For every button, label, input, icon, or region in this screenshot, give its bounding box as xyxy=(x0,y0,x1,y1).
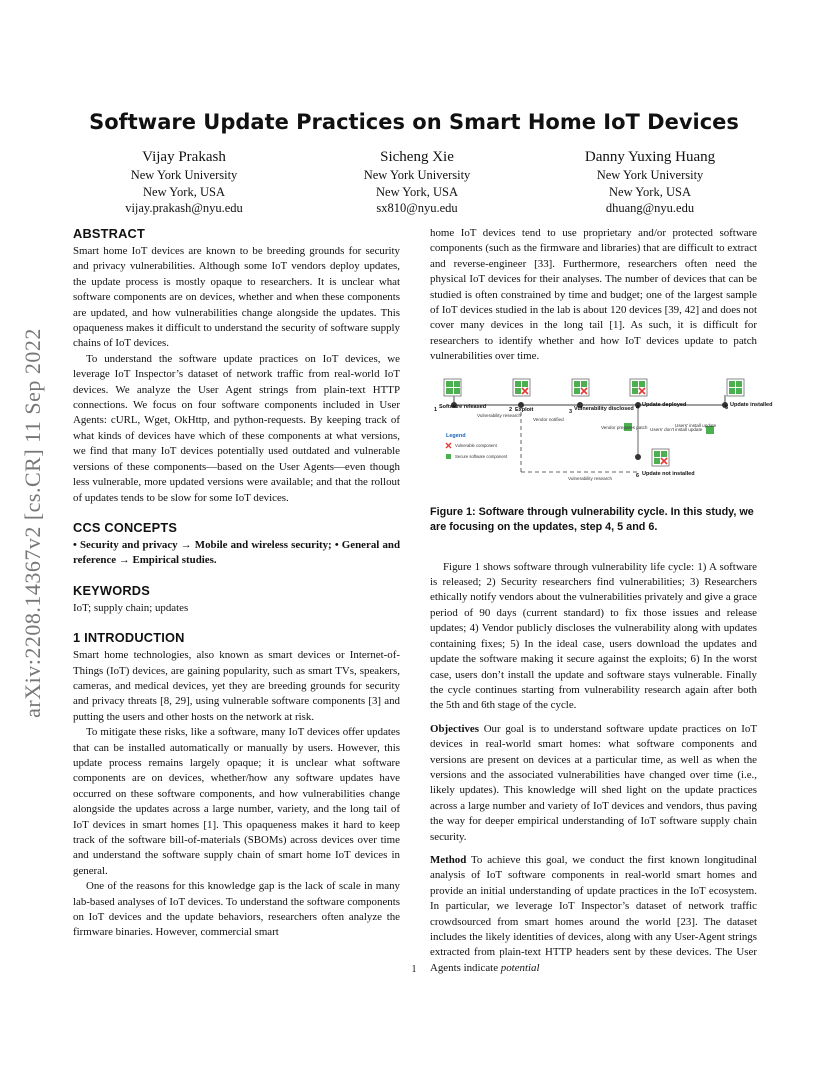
method-paragraph xyxy=(430,853,757,976)
keywords-text: IoT; supply chain; updates xyxy=(73,601,189,614)
author-name: Vijay Prakash xyxy=(142,149,226,165)
author-name: Sicheng Xie xyxy=(380,149,454,165)
abstract-heading: ABSTRACT xyxy=(73,226,145,241)
step-2-label: Exploit xyxy=(515,406,534,413)
software-released-icon xyxy=(444,379,461,396)
step-1-label: Software released xyxy=(439,403,487,410)
legend-check-icon xyxy=(446,454,451,459)
abstract-paragraph-2: To understand the software update practices on IoT devices, we leverage IoT Inspector’s dataset of network traffic from real-world IoT devices. We analyze the User Agent strings from plain-text HTTP connections. We focus on four software components included in User Agents: cURL, Wget, OkHttp, and python-requests. By keeping track of what kinds of devices have which of these components at what versions, we find that many IoT devices potentially used outdated and vulnerable versions of these components—based on the User Agents—even though less vulnerable, more updated versions were available; and that the rollout of updates tends to be slow for some IoT devices. xyxy=(73,352,400,504)
step-4-label: Update deployed xyxy=(642,401,687,408)
right-column xyxy=(430,226,773,976)
author-2 xyxy=(307,148,527,217)
exploit-icon xyxy=(513,379,530,396)
legend-vulnerable: Vulnerable component xyxy=(455,442,497,448)
introduction-heading: 1 INTRODUCTION xyxy=(73,630,185,646)
vendor-notified-label: Vendor notified xyxy=(533,416,564,422)
author-1 xyxy=(74,148,294,217)
update-deployed-icon xyxy=(630,379,647,396)
step-1-number: 1 xyxy=(434,406,438,413)
step-4-number: 4 xyxy=(636,404,640,411)
step-3-number: 3 xyxy=(569,408,573,415)
step-6-label: Update not installed xyxy=(642,470,695,477)
continued-paragraph: home IoT devices tend to use proprietary and/or protected software components (such as the firmware and libraries) that are difficult to extract and reverse-engineer [33]. Furthermore, researchers often need the physical IoT devices for their analyses. The number of devices that can be studied is often constrained by time and budget; one of the largest sample of IoT devices studied in the lab is about 120 devices [39, 42] and does not cover many devices in the long tail [1]. As such, it is difficult for researchers to identify whether and how IoT devices update to patch vulnerabilities over time. xyxy=(430,227,757,363)
objectives-text: Our goal is to understand software update practices on IoT devices in real-world smart homes: what software components and versions are present on devices at a particular time, as well as when the versions and the associated vulnerabilities have changed over time (i.e., likely updates). This knowledge will shed light on the update practices across a large number and variety of IoT devices and vendors, thus paving the way for deeper empirical understanding of IoT software supply chain security. xyxy=(430,722,757,843)
ccs-heading: CCS CONCEPTS xyxy=(73,519,178,535)
author-affiliation: New York University xyxy=(130,168,238,182)
intro-paragraph-2: To mitigate these risks, like a software, many IoT devices offer updates that can be installed automatically or manually by users. However, this update process remains largely opaque; it is unclear what software components are on devices, whether/how any software updates have occurred on these software components, and how vulnerabilities change alongside the updates across a large number, variety, and the long tail of IoT devices in smart homes [1]. This opaqueness makes it hard to keep track of the software bill-of-materials (SBOMs) across devices over time and understand the software supply chain of smart home IoT devices in general. xyxy=(73,726,400,877)
author-email[interactable]: vijay.prakash@nyu.edu xyxy=(125,201,243,215)
legend-title: Legend xyxy=(446,432,466,439)
intro-paragraph-3: One of the reasons for this knowledge gap is the lack of scale in many lab-based analyses of IoT devices. To understand the software components on IoT devices and the update behaviors, researchers often analyze the firmware binaries. However, commercial smart xyxy=(73,880,400,939)
author-affiliation: New York University xyxy=(596,168,704,182)
step-6-number: 6 xyxy=(636,472,640,479)
author-email[interactable]: dhuang@nyu.edu xyxy=(605,201,695,215)
vulnerability-research-label: Vulnerability research xyxy=(477,412,522,418)
intro-paragraph-1: Smart home technologies, also known as smart devices or Internet-of-Things (IoT) devices, are gaining popularity, such as smart TVs, speakers, cameras, and medical devices, yet they are breeding grounds for security and privacy threats [8, 29], using vulnerable software components [3] and putting the users and other hosts on the network at risk. xyxy=(73,649,400,723)
method-text: To achieve this goal, we conduct the first known longitudinal analysis of IoT software components in real-world smart homes and provide an initial understanding of update practices in the IoT ecosystem. In particular, we leverage IoT Inspector’s dataset of network traffic crowdsourced from smart homes around the world [23]. The dataset includes the likely identities of devices, along with any User-Agent strings extracted from plain-text HTTP headers sent by these devices. The User Agents indicate xyxy=(430,853,757,974)
figure-description-paragraph: Figure 1 shows software through vulnerability life cycle: 1) A software is released; 2) Security researchers find vulnerabilities; 3) Researchers ethically notify vendors about the vulnerabilities privately and give a grace period of 90 days (current standard) to fix those issues and release updates; 4) Vendor publicly discloses the vulnerability along with updates containing fixes; 5) In the ideal case, users download the updates and update the software making it secure against the exploits; 6) In the worst case, users don’t install the update and software stays vulnerable. Finally the cycle continues starting from vulnerability research again after both the 5th and 6th stage of the cycle. xyxy=(430,560,757,712)
page-number: 1 xyxy=(411,964,417,975)
users-install-label: Users' install update xyxy=(675,422,717,428)
legend-cross-icon xyxy=(446,443,451,448)
author-3 xyxy=(540,148,760,217)
arxiv-id: arXiv:2208.14367v2 [cs.CR] 11 Sep 2022 xyxy=(20,328,45,718)
users-dont-install-label: Users' don't install update xyxy=(650,426,703,432)
author-location: New York, USA xyxy=(609,184,691,199)
keywords-heading: KEYWORDS xyxy=(73,582,150,598)
method-lead: Method xyxy=(430,853,467,866)
figure-1-diagram xyxy=(430,377,773,497)
vendor-prepares-label: Vendor prepares patch xyxy=(601,424,648,430)
objectives-lead: Objectives xyxy=(430,722,479,735)
objectives-paragraph xyxy=(430,722,757,845)
update-not-installed-icon xyxy=(652,449,669,466)
author-location: New York, USA xyxy=(376,184,458,199)
step-5-number: 5 xyxy=(725,404,729,411)
method-italic: potential xyxy=(500,961,540,974)
author-affiliation: New York University xyxy=(363,168,471,182)
step-2-number: 2 xyxy=(509,406,513,413)
author-name: Danny Yuxing Huang xyxy=(584,149,716,165)
step-3-label: Vulnerability disclosed xyxy=(574,405,634,412)
vulnerability-research-label-2: Vulnerability research xyxy=(568,475,613,481)
arxiv-sidebar-stamp xyxy=(18,288,48,758)
abstract-paragraph-1: Smart home IoT devices are known to be breeding grounds for security and privacy vulnerabilities. Although some IoT vendors deploy updates, the update process is mostly opaque to researchers. It is unclear what software components are on devices, whether and when these components are updated, and how vulnerabilities change alongside the updates. This opaqueness makes it difficult to understand the security of software supply chains of IoT devices. xyxy=(73,245,400,350)
step-5-label: Update installed xyxy=(730,401,773,408)
figure-1-caption: Figure 1: Software through vulnerability cycle. In this study, we are focusing on the updates, step 4, 5 and 6. xyxy=(430,505,754,534)
author-email[interactable]: sx810@nyu.edu xyxy=(376,201,458,215)
step-6-dot xyxy=(635,454,641,460)
left-column xyxy=(73,226,400,941)
author-block xyxy=(74,148,760,217)
ccs-text: • Security and privacy → Mobile and wireless security; • General and reference → Empirical studies. xyxy=(73,538,400,567)
paper-title: Software Update Practices on Smart Home IoT Devices xyxy=(89,110,739,134)
disclosed-icon xyxy=(572,379,589,396)
update-installed-icon xyxy=(727,379,744,396)
legend-secure: Secure software component xyxy=(455,453,508,459)
author-location: New York, USA xyxy=(143,184,225,199)
